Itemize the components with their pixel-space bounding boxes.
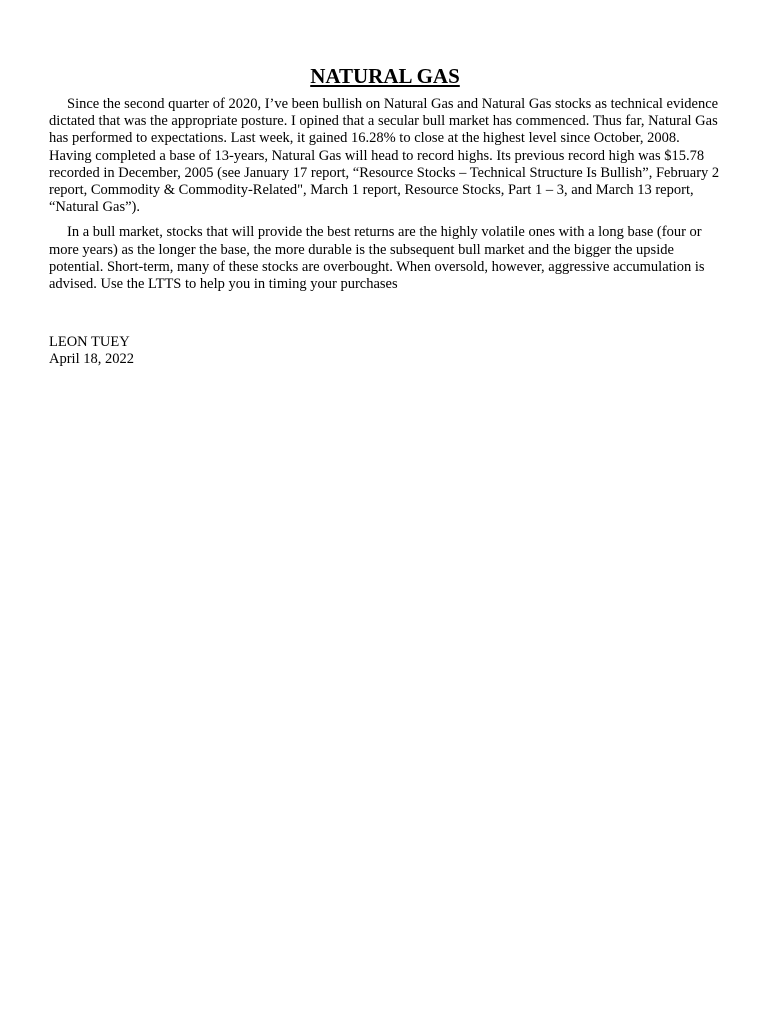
body-paragraph-2: In a bull market, stocks that will provide the best returns are the highly volatile ones with a long base (four or more years) as the longer the base, the more durable is the subsequent bull market and the bigger the upside potential. Short-term, many of these stocks are overbought. When oversold, however, aggressive accumulation is advised. Use the LTTS to help you in timing your purchases bbox=[49, 224, 705, 293]
document-page bbox=[49, 62, 721, 369]
author-name: LEON TUEY bbox=[49, 334, 130, 351]
signature-block bbox=[49, 334, 721, 368]
body-paragraph-1: Since the second quarter of 2020, I’ve been bullish on Natural Gas and Natural Gas stocks as technical evidence dictated that was the appropriate posture. I opined that a secular bull market has commenced. Thus far, Natural Gas has performed to expectations. Last week, it gained 16.28% to close at the highest level since October, 2008. Having completed a base of 13-years, Natural Gas will head to record highs. Its previous record high was $15.78 recorded in December, 2005 (see January 17 report, “Resource Stocks – Technical Structure Is Bullish”, February 2 report, Commodity & Commodity-Related", March 1 report, Resource Stocks, Part 1 – 3, and March 13 report, “Natural Gas”). bbox=[49, 96, 720, 216]
document-title: NATURAL GAS bbox=[310, 64, 460, 88]
document-date: April 18, 2022 bbox=[49, 351, 134, 368]
